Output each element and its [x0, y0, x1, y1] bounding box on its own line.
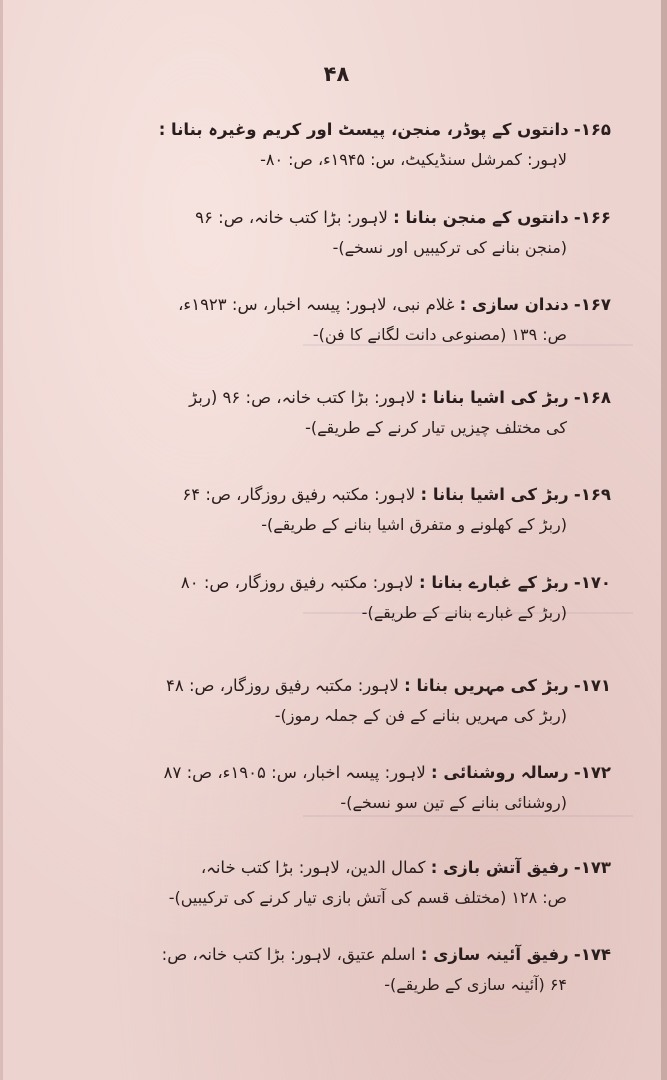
entry-title: ربڑ کی مہریں بنانا : — [404, 676, 569, 695]
entry-171 — [31, 671, 611, 731]
entry-174 — [31, 940, 611, 1000]
entry-number: ۱۶۶- — [573, 208, 611, 227]
entry-first-line — [31, 568, 611, 598]
entry-second-line: (منجن بنانے کی ترکیبیں اور نسخے)- — [332, 238, 567, 257]
entry-second-line: (ربڑ کے غبارے بنانے کے طریقے)- — [361, 603, 567, 622]
entry-details: کمال الدین، لاہور: بڑا کتب خانہ، — [200, 858, 426, 877]
entry-first-line — [31, 383, 611, 413]
entry-title: رفیق آئینہ سازی : — [420, 945, 569, 964]
entry-title: رفیق آتش بازی : — [430, 858, 569, 877]
entry-second-line: ص: ۱۳۹ (مصنوعی دانت لگانے کا فن)- — [312, 325, 567, 344]
entry-details: لاہور: بڑا کتب خانہ، ص: ۹۶ — [195, 208, 388, 227]
entry-first-line — [31, 203, 611, 233]
entry-details: لاہور: مکتبہ رفیق روزگار، ص: ۴۸ — [166, 676, 399, 695]
entry-169 — [31, 480, 611, 540]
entry-number: ۱۷۲- — [573, 763, 611, 782]
entry-167 — [31, 290, 611, 350]
entry-first-line — [31, 758, 611, 788]
entry-first-line — [31, 290, 611, 320]
entry-details: لاہور: پیسہ اخبار، س: ۱۹۰۵ء، ص: ۸۷ — [163, 763, 426, 782]
entry-second-line: (روشنائی بنانے کے تین سو نسخے)- — [340, 793, 567, 812]
entry-second-line: ۶۴ (آئینہ سازی کے طریقے)- — [384, 975, 567, 994]
entry-173 — [31, 853, 611, 913]
entry-170 — [31, 568, 611, 628]
entry-details: غلام نبی، لاہور: پیسہ اخبار، س: ۱۹۲۳ء، — [178, 295, 455, 314]
entry-166 — [31, 203, 611, 263]
entry-first-line — [31, 940, 611, 970]
entry-second-line: ص: ۱۲۸ (مختلف قسم کی آتش بازی تیار کرنے کی ترکیبیں)- — [168, 888, 567, 907]
entry-details: لاہور: مکتبہ رفیق روزگار، ص: ۸۰ — [180, 573, 414, 592]
entry-172 — [31, 758, 611, 818]
entry-first-line — [31, 115, 611, 145]
entry-details: لاہور: بڑا کتب خانہ، ص: ۹۶ (ربڑ — [189, 388, 416, 407]
entry-number: ۱۶۷- — [573, 295, 611, 314]
entry-number: ۱۷۴- — [573, 945, 611, 964]
entry-title: دندان سازی : — [459, 295, 569, 314]
entry-details: لاہور: مکتبہ رفیق روزگار، ص: ۶۴ — [182, 485, 416, 504]
entry-title: رسالہ روشنائی : — [431, 763, 569, 782]
entry-number: ۱۷۰- — [573, 573, 611, 592]
entry-second-line: لاہور: کمرشل سنڈیکیٹ، س: ۱۹۴۵ء، ص: ۸۰- — [260, 150, 567, 169]
entry-title: ربڑ کی اشیا بنانا : — [420, 388, 569, 407]
entry-first-line — [31, 480, 611, 510]
entry-number: ۱۶۵- — [573, 120, 611, 139]
entry-number: ۱۶۸- — [573, 388, 611, 407]
entry-first-line — [31, 671, 611, 701]
entry-details: اسلم عتیق، لاہور: بڑا کتب خانہ، ص: — [161, 945, 416, 964]
entry-title: ربڑ کی اشیا بنانا : — [420, 485, 569, 504]
entry-title: دانتوں کے منجن بنانا : — [393, 208, 569, 227]
entry-number: ۱۷۳- — [573, 858, 611, 877]
page-number: ۴۸ — [323, 62, 350, 86]
entry-second-line: (ربڑ کی مہریں بنانے کے فن کے جملہ رموز)- — [274, 706, 567, 725]
entry-first-line — [31, 853, 611, 883]
entry-title: ربڑ کے غبارے بنانا : — [418, 573, 569, 592]
entry-168 — [31, 383, 611, 443]
entry-number: ۱۷۱- — [573, 676, 611, 695]
entry-second-line: کی مختلف چیزیں تیار کرنے کے طریقے)- — [305, 418, 567, 437]
entry-title: دانتوں کے پوڈر، منجن، پیسٹ اور کریم وغیرہ بنانا : — [158, 120, 569, 139]
entry-165 — [31, 115, 611, 175]
entry-second-line: (ربڑ کے کھلونے و متفرق اشیا بنانے کے طریقے)- — [261, 515, 567, 534]
entry-number: ۱۶۹- — [573, 485, 611, 504]
